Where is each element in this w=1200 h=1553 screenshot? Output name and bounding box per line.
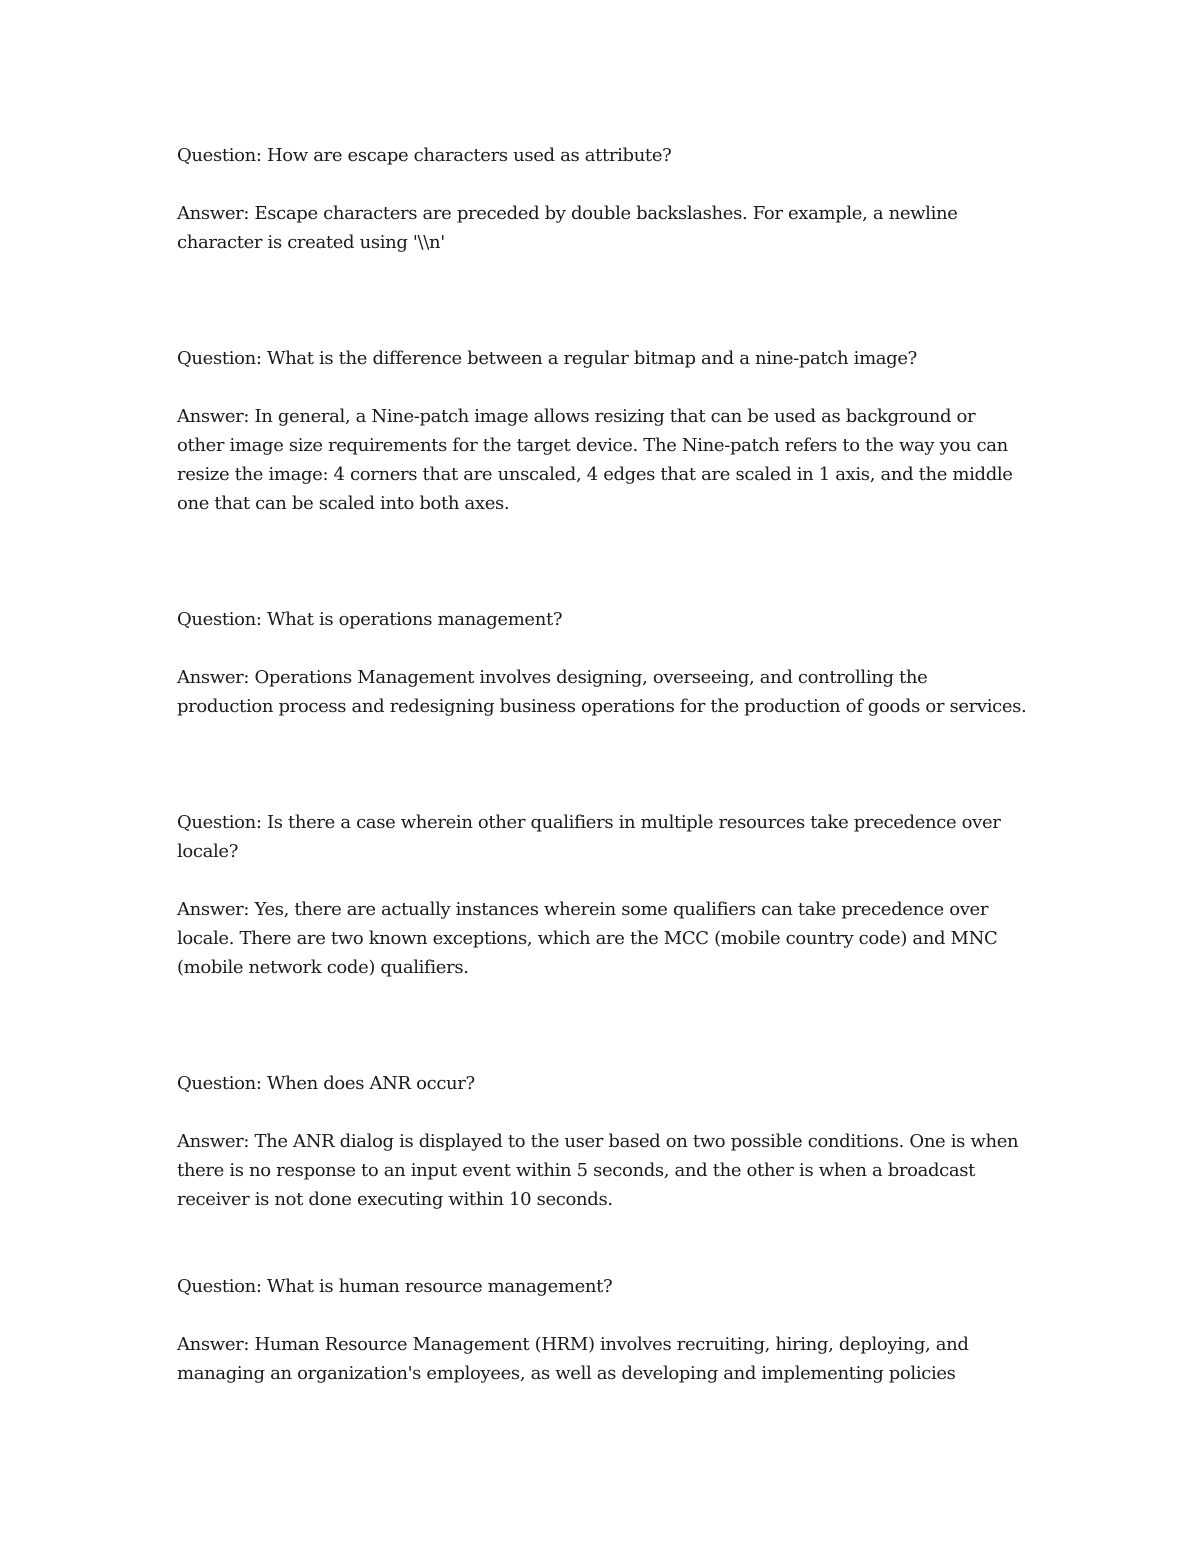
answer-text: Answer: Yes, there are actually instances wherein some qualifiers can take precedence over locale. There are two known exceptions, which are the MCC (mobile country code) and MNC (mobile network code) qualifiers.	[177, 899, 998, 978]
answer-text: Answer: In general, a Nine-patch image allows resizing that can be used as background or other image size requirements for the target device. The Nine-patch refers to the way you can resize the image: 4 corners that are unscaled, 4 edges that are scaled in 1 axis, and the middle one that can be scaled into both axes.	[177, 406, 1013, 514]
answer-text: Answer: The ANR dialog is displayed to the user based on two possible conditions. One is when there is no response to an input event within 5 seconds, and the other is when a broadcast receiver is not done executing within 10 seconds.	[177, 1131, 1019, 1210]
question-text: Question: How are escape characters used as attribute?	[177, 145, 672, 166]
qa-item	[177, 808, 1027, 982]
question-text: Question: Is there a case wherein other qualifiers in multiple resources take precedence over locale?	[177, 812, 1001, 862]
qa-item	[177, 605, 1027, 721]
question-text: Question: What is the difference between a regular bitmap and a nine-patch image?	[177, 348, 917, 369]
question-text: Question: What is human resource management?	[177, 1276, 613, 1297]
question-text: Question: When does ANR occur?	[177, 1073, 475, 1094]
document-body	[177, 141, 1027, 1388]
answer-text: Answer: Operations Management involves designing, overseeing, and controlling the production process and redesigning business operations for the production of goods or services.	[177, 667, 1027, 717]
question-text: Question: What is operations management?	[177, 609, 563, 630]
answer-text: Answer: Human Resource Management (HRM) involves recruiting, hiring, deploying, and managing an organization's employees, as well as developing and implementing policies	[177, 1334, 969, 1384]
qa-item	[177, 1272, 1027, 1388]
answer-text: Answer: Escape characters are preceded by double backslashes. For example, a newline character is created using '\\n'	[177, 203, 958, 253]
qa-item	[177, 1069, 1027, 1214]
qa-item	[177, 344, 1027, 518]
qa-item	[177, 141, 1027, 257]
